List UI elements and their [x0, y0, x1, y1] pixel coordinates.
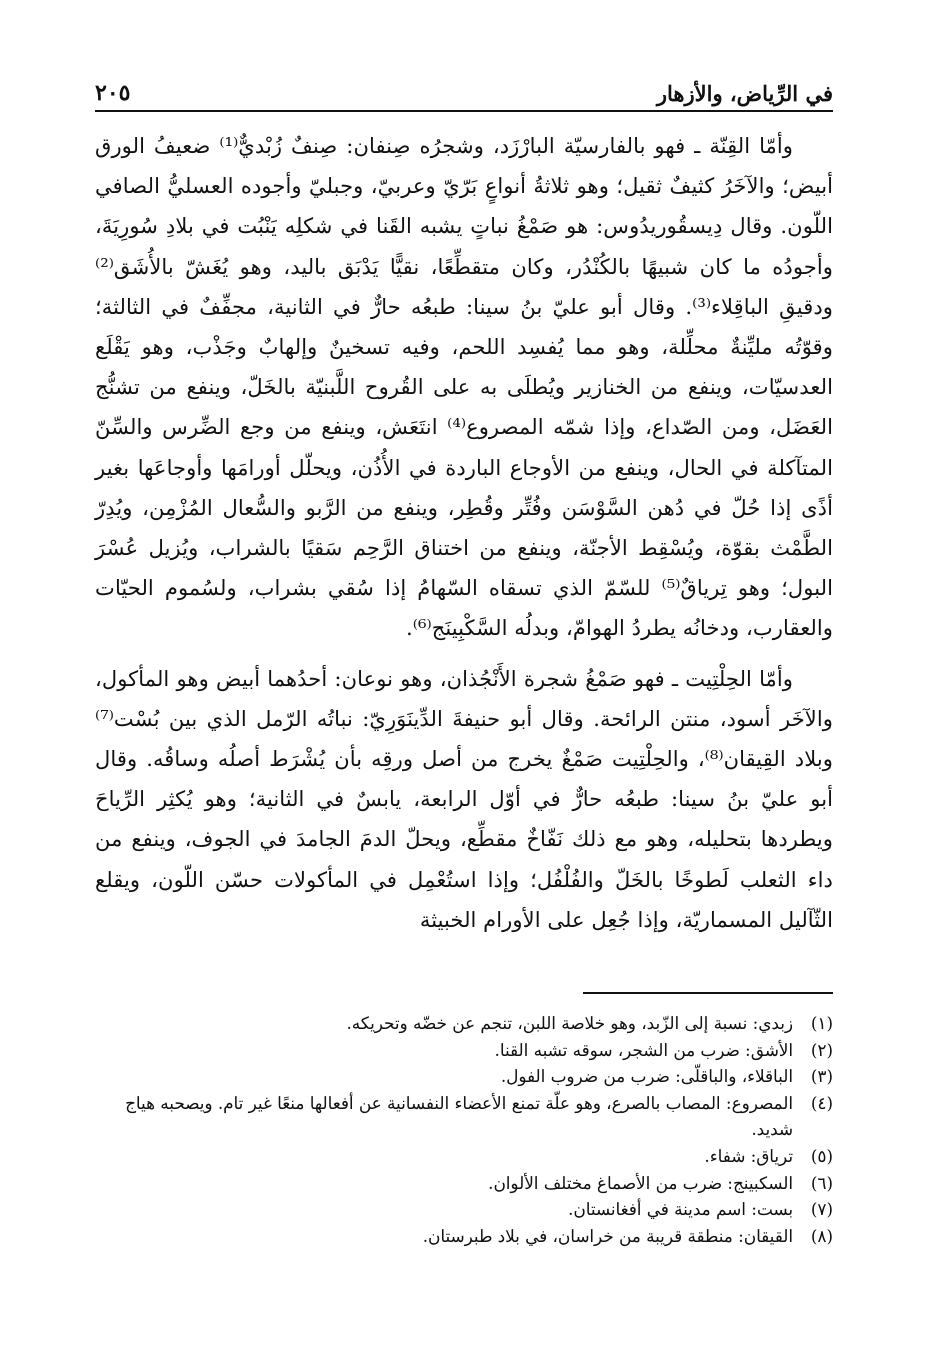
footnote-divider — [583, 992, 833, 994]
paragraph-qinna: وأمّا القِنّة ـ فهو بالفارسيّة البارْزَد، وشجرُه صِنفان: صِنفٌ زُبْديٌّ⁽¹⁾ ضعيفُ الورق أبيض؛ والآخَرُ كثيفٌ ثقيل؛ وهو ثلاثةُ أنواعٍ بَرّيّ وعربيّ، وجبليّ وأجوده العسليُّ الصافي اللّون. وقال دِيسقُوريدُوس: هو صَمْغُ نباتٍ يشبه القَنا في شكلِه يَنْبُت في بلادِ سُورِيَةَ، وأجودُه ما كان شبيهًا بالكُنْدُر، وكان متقطِّعًا، نقيًّا يَدْبَق باليد، وهو يُغَشّ بالأُشَق⁽²⁾ ودقيقِ الباقِلاء⁽³⁾. وقال أبو عليّ بنُ سينا: طبعُه حارٌّ في الثانية، مجفِّفٌ في الثالثة؛ وقوّتُه مليِّنةٌ محلِّلة، وهو مما يُفسِد اللحم، وفيه تسخينٌ وإلهابٌ وجَذْب، وهو يَقْلَع العدسيّات، وينفع من الخنازير ويُطلَى به على القُروح اللَّبنيّة بالخَلّ، وينفع من تشنُّج العَضَل، ومن الصّداع، وإذا شمّه المصروع⁽⁴⁾ انتَعَش، وينفع من وجع الضِّرس والسِّنّ المتآكلة في الحال، وينفع من الأوجاع الباردة في الأُذُن، ويحلّل أورامَها وأوجاعَها بغير أذًى إذا حُلّ في دُهن السَّوْسَن وفُتِّر وقُطِر، وينفع من الرَّبو والسُّعال المُزْمِن، ويُدِرّ الطَّمْث بقوّة، ويُسْقِط الأجنّة، وينفع من اختناق الرَّحِم سَقيًا بالشراب، ويُزيل عُسْرَ البول؛ وهو تِرياقٌ⁽⁵⁾ للسّمّ الذي تسقاه السّهامُ إذا سُقي بشراب، ولسُموم الحيّات والعقارب، ودخانُه يطردُ الهوامّ، وبدلُه السَّكْبِينَج⁽⁶⁾. — [95, 133, 833, 641]
footnote-item — [95, 1090, 833, 1143]
footnote-number: (٧) — [810, 1199, 833, 1220]
footnote-text: زبدي: نسبة إلى الزّبد، وهو خلاصة اللبن، تنجم عن خضّه وتحريكه. — [346, 1013, 793, 1034]
footnote-text: ترياق: شفاء. — [704, 1146, 793, 1167]
page-header — [95, 70, 833, 112]
footnote-number: (٥) — [810, 1146, 833, 1167]
footnote-number: (١) — [810, 1013, 833, 1034]
footnote-item — [95, 1063, 833, 1090]
footnotes-list — [95, 1010, 833, 1249]
page-number: ٢٠٥ — [95, 80, 131, 106]
footnote-text: الباقلاء، والباقلّى: ضرب من ضروب الفول. — [500, 1066, 793, 1087]
footnote-item — [95, 1010, 833, 1037]
footnote-number: (٦) — [810, 1172, 833, 1193]
footnote-text: القيقان: منطقة قريبة من خراسان، في بلاد طبرستان. — [422, 1225, 793, 1246]
footnote-item — [95, 1223, 833, 1250]
footnote-text: الأشق: ضرب من الشجر، سوقه تشبه القنا. — [494, 1039, 793, 1060]
main-text — [95, 126, 833, 940]
footnote-number: (٤) — [810, 1092, 833, 1113]
paragraph-hiltit: وأمّا الحِلْتِيت ـ فهو صَمْغُ شجرة الأَنْجُذان، وهو نوعان: أحدُهما أبيض وهو المأكول، والآخَر أسود، منتن الرائحة. وقال أبو حنيفةَ الدِّينَوَرِيّ: نباتُه الرّمل الذي بين بُسْت⁽⁷⁾ وبلاد القِيقان⁽⁸⁾، والحِلْتِيت صَمْغٌ يخرج من أصل ورقِه بأن يُشْرَط أصلُه وساقُه. وقال أبو عليّ بنُ سينا: طبعُه حارٌّ في أوّل الرابعة، يابسٌ في الثانية؛ وهو يُكثِر الرِّياحَ ويطردها بتحليله، وهو مع ذلك نَفّاخٌ مقطِّع، ويحلّ الدمَ الجامدَ في الجوف، وينفع من داء الثعلب لَطوخًا بالخَلّ والفُلْفُل؛ وإذا استُعْمِل في المأكولات حسّن اللّون، ويقلع الثّآليل المسماريّة، وإذا جُعِل على الأورام الخبيثة — [95, 665, 833, 932]
footnote-item — [95, 1037, 833, 1064]
footnote-number: (٨) — [810, 1225, 833, 1246]
footnote-text: بست: اسم مدينة في أفغانستان. — [568, 1199, 793, 1220]
footnote-number: (٣) — [810, 1066, 833, 1087]
footnote-number: (٢) — [810, 1039, 833, 1060]
footnote-text: السكبينج: ضرب من الأصماغ مختلف الألوان. — [488, 1172, 793, 1193]
running-head: في الرِّياض، والأزهار — [656, 81, 833, 106]
footnote-item — [95, 1196, 833, 1223]
footnote-item — [95, 1170, 833, 1197]
footnote-item — [95, 1143, 833, 1170]
footnote-text: المصروع: المصاب بالصرع، وهو علّة تمنع الأعضاء النفسانية عن أفعالها منعًا غير تام. ويصحبه هياج شديد. — [125, 1092, 793, 1140]
